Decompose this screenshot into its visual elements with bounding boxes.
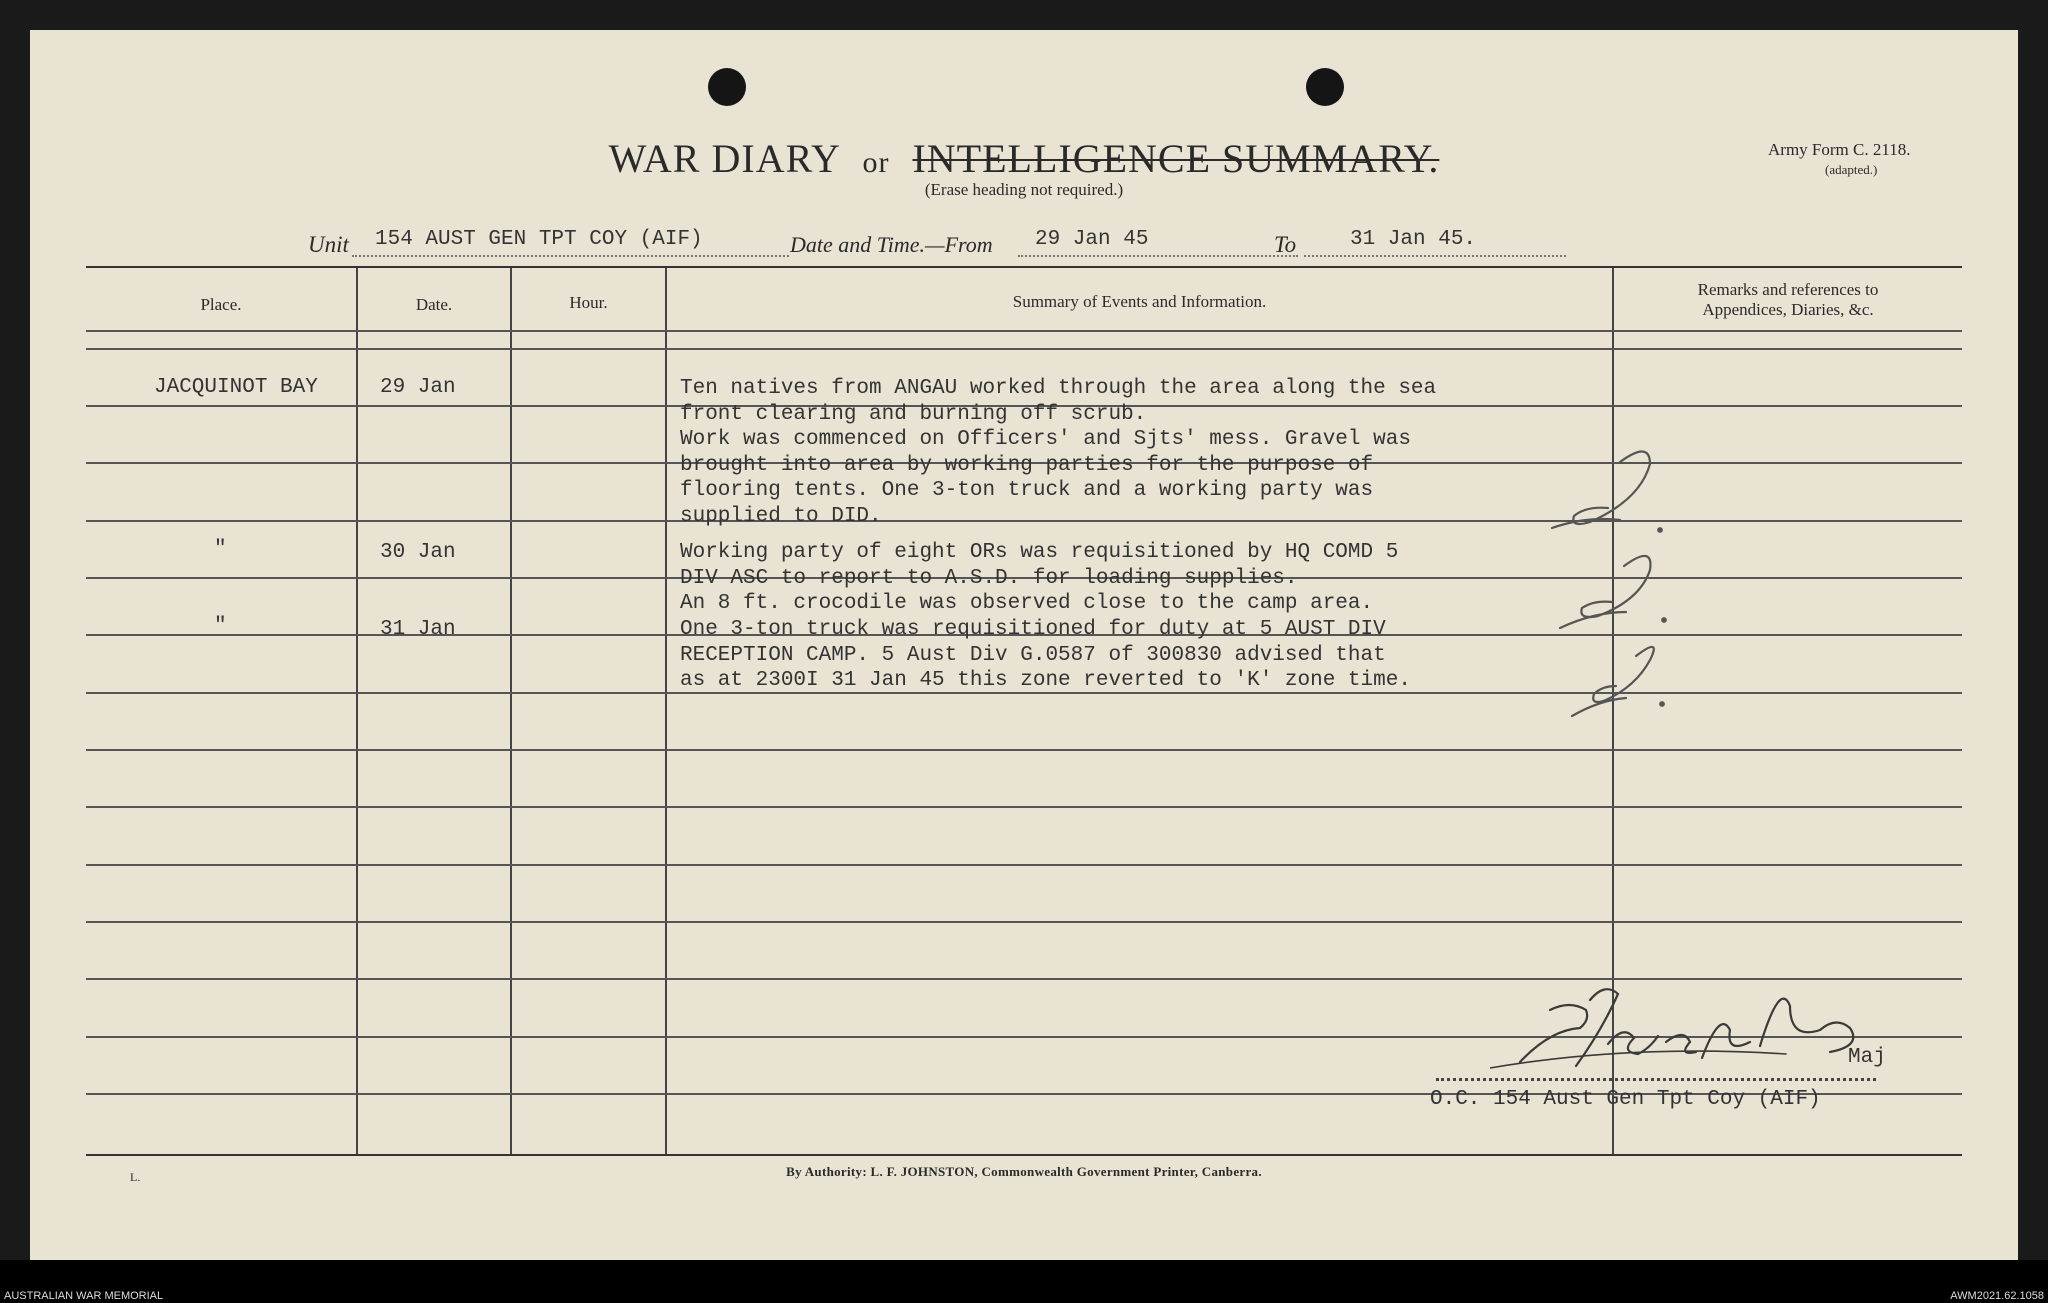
struck-title: INTELLIGENCE SUMMARY.	[912, 136, 1440, 181]
footer-authority: By Authority: L. F. JOHNSTON, Commonwealth Government Printer, Canberra.	[786, 1164, 1262, 1179]
column-divider	[665, 268, 667, 1154]
entry-summary	[680, 376, 1436, 530]
summary-line: DIV ASC to report to A.S.D. for loading supplies.	[680, 566, 1298, 590]
initials-mark	[1662, 618, 1666, 622]
header-rule	[86, 330, 1962, 332]
title-or: or	[862, 146, 890, 179]
from-value: 29 Jan 45	[1035, 228, 1149, 251]
to-dots	[1304, 255, 1566, 257]
footer-left-mark: L.	[130, 1170, 141, 1184]
ruled-line	[86, 348, 1962, 350]
initials-mark	[1660, 702, 1664, 706]
handwritten-signature	[1490, 970, 1890, 1090]
summary-line: brought into area by working parties for the purpose of	[680, 453, 1374, 477]
archive-footer-bar	[0, 1260, 2048, 1303]
entry-place: "	[214, 615, 227, 638]
page-title	[30, 135, 2018, 182]
ruled-line	[86, 864, 1962, 866]
signature-rank: Maj	[1848, 1046, 1886, 1069]
archive-left-text: AUSTRALIAN WAR MEMORIAL	[4, 1290, 164, 1302]
remarks-header-line: Appendices, Diaries, &c.	[1702, 300, 1874, 319]
column-header-remarks	[1614, 280, 1962, 320]
diary-page	[30, 30, 2018, 1260]
unit-value: 154 AUST GEN TPT COY (AIF)	[375, 228, 703, 251]
column-header-place: Place.	[200, 295, 242, 314]
summary-line: One 3-ton truck was requisitioned for duty at 5 AUST DIV	[680, 618, 1386, 641]
ruled-line	[86, 806, 1962, 808]
ruled-line	[86, 921, 1962, 923]
punch-hole	[1306, 68, 1344, 106]
summary-line: Working party of eight ORs was requisitioned by HQ COMD 5	[680, 541, 1399, 564]
initials-mark	[1552, 451, 1650, 528]
table-bottom-rule	[86, 1154, 1962, 1156]
signature-officer: O.C. 154 Aust Gen Tpt Coy (AIF)	[1430, 1088, 1821, 1111]
entry-date: 31 Jan	[380, 618, 456, 641]
entry-summary	[680, 617, 1411, 694]
to-label: To	[1274, 232, 1297, 257]
initials-marks	[1550, 440, 1710, 720]
summary-line: flooring tents. One 3-ton truck and a working party was	[680, 479, 1374, 503]
column-header-hour: Hour.	[569, 293, 608, 312]
entry-place: JACQUINOT BAY	[154, 376, 318, 399]
ruled-line	[86, 749, 1962, 751]
column-divider	[356, 268, 358, 1154]
summary-line: Work was commenced on Officers' and Sjts' mess. Gravel was	[680, 428, 1411, 452]
column-divider	[510, 268, 512, 1154]
date-label: Date and Time.—From	[790, 232, 993, 257]
column-header-date: Date.	[415, 295, 453, 314]
to-value: 31 Jan 45.	[1350, 228, 1477, 251]
summary-line: supplied to DID.	[680, 504, 882, 528]
entry-place: "	[214, 538, 227, 561]
summary-line: Ten natives from ANGAU worked through the area along the sea	[680, 377, 1437, 400]
entry-date: 30 Jan	[380, 541, 456, 564]
summary-line: front clearing and burning off scrub.	[680, 402, 1147, 426]
summary-line: An 8 ft. crocodile was observed close to the camp area.	[680, 592, 1374, 616]
unit-dots	[352, 255, 789, 257]
erase-note: (Erase heading not required.)	[924, 180, 1124, 199]
form-label: Army Form C. 2118.	[1768, 140, 1911, 159]
column-header-summary: Summary of Events and Information.	[1012, 292, 1267, 311]
initials-mark	[1572, 647, 1654, 716]
entry-date: 29 Jan	[380, 376, 456, 399]
summary-line: as at 2300I 31 Jan 45 this zone reverted to 'K' zone time.	[680, 669, 1411, 693]
table-top-rule	[86, 266, 1962, 268]
archive-right-text: AWM2021.62.1058	[1950, 1290, 2044, 1302]
form-note: (adapted.)	[1825, 162, 1878, 177]
from-dots	[1018, 255, 1298, 257]
title-text: WAR DIARY	[608, 136, 840, 181]
initials-mark	[1560, 556, 1650, 628]
initials-mark	[1658, 528, 1662, 532]
unit-label: Unit	[308, 232, 349, 257]
summary-line: RECEPTION CAMP. 5 Aust Div G.0587 of 300830 advised that	[680, 643, 1386, 667]
remarks-header-line: Remarks and references to	[1697, 280, 1879, 299]
punch-hole	[708, 68, 746, 106]
entry-summary	[680, 540, 1398, 617]
